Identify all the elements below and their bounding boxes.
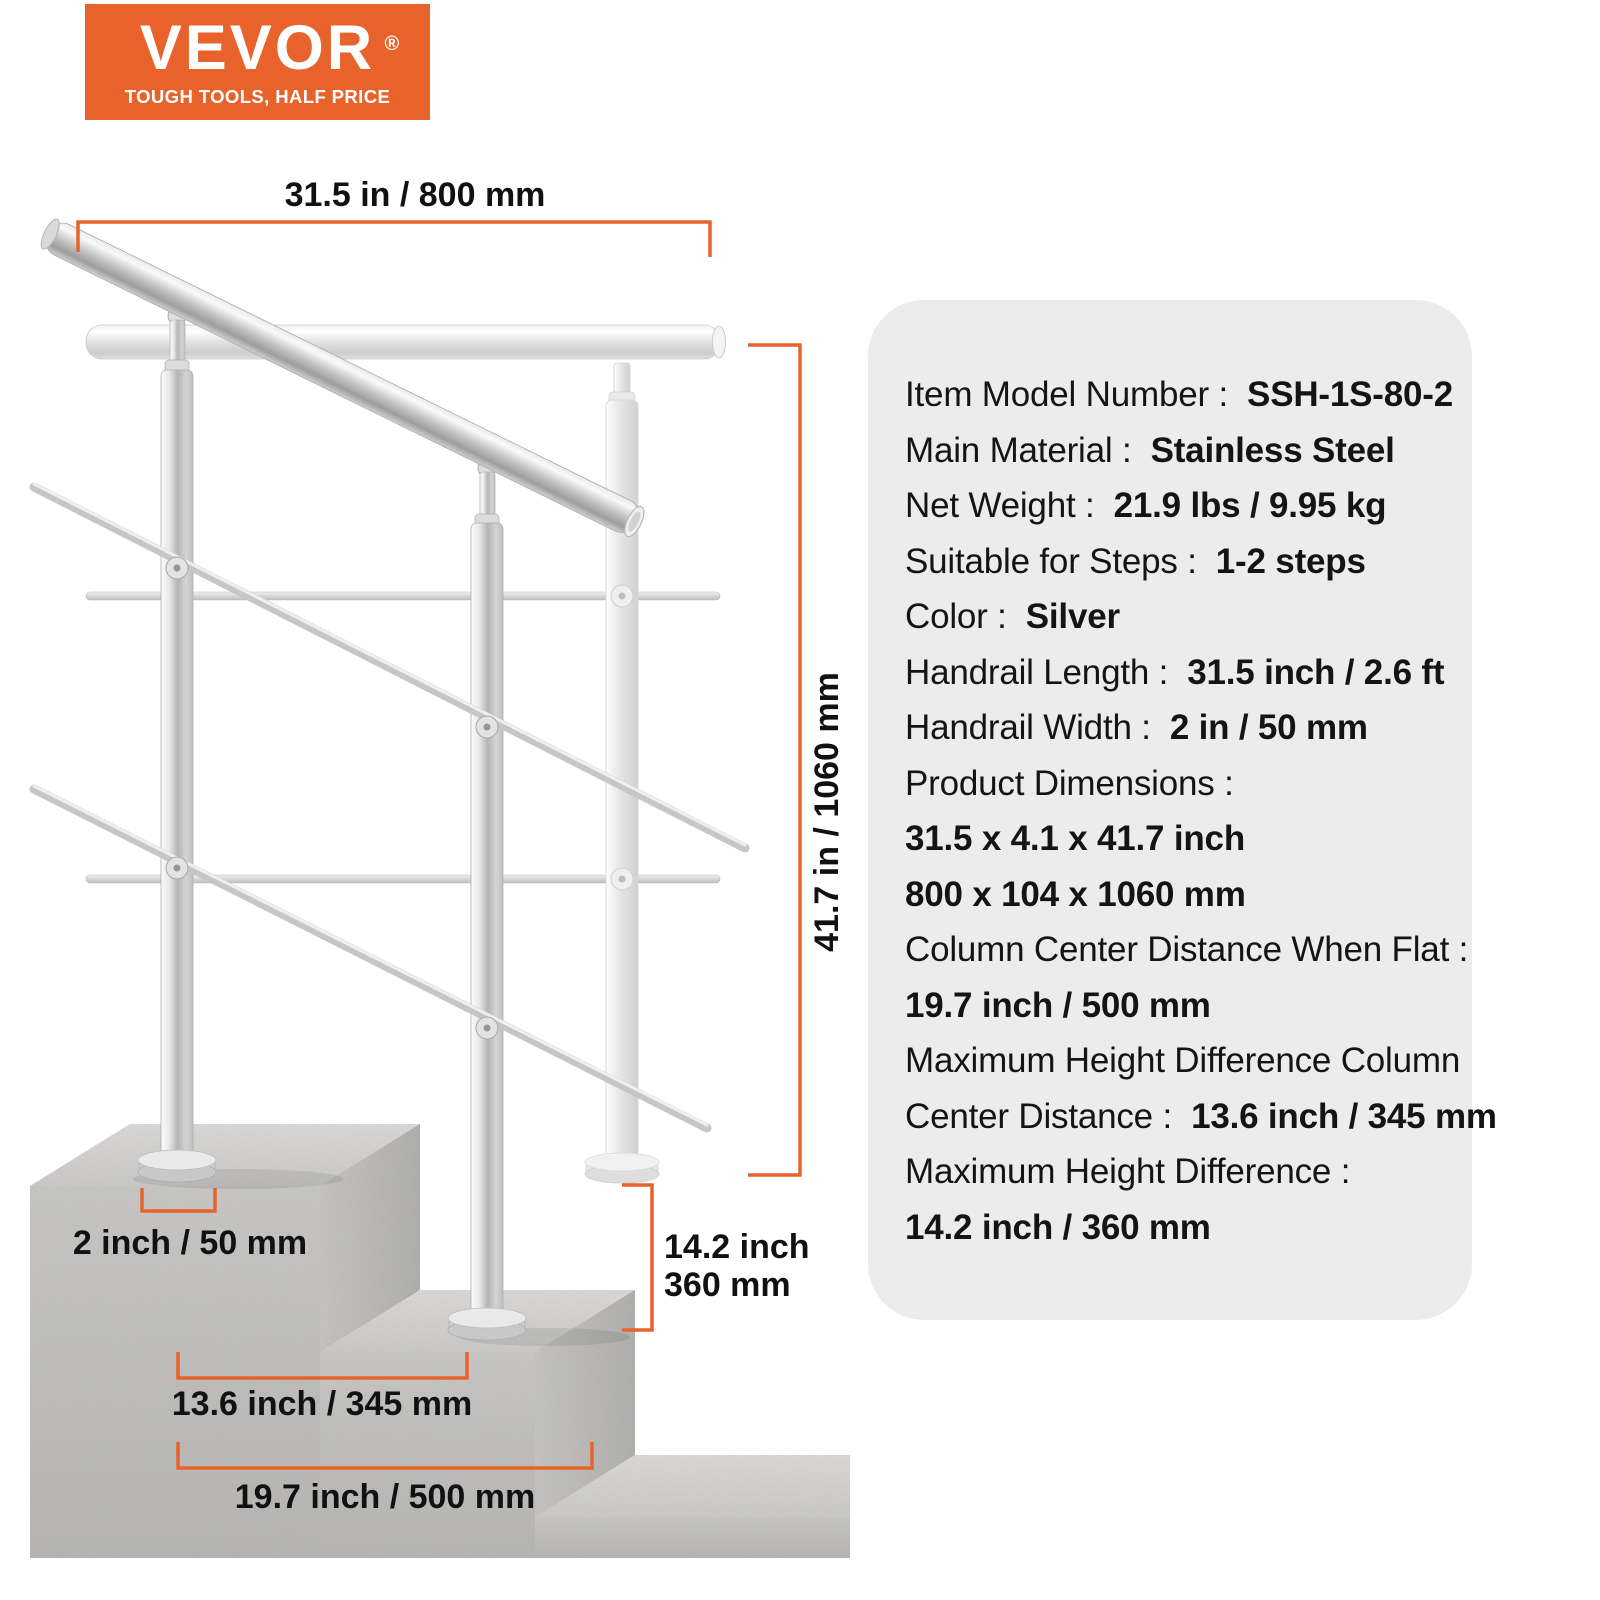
dim-label-column-center: 13.6 inch / 345 mm — [171, 1385, 473, 1423]
dim-label-max-height-diff-2: 360 mm — [664, 1266, 791, 1304]
brand-wordmark: VEVOR ® — [139, 13, 400, 83]
spec-row — [905, 423, 1446, 479]
spec-value: 21.9 lbs / 9.95 kg — [1113, 486, 1387, 525]
spec-separator: : — [1112, 430, 1151, 470]
spec-value: 19.7 inch / 500 mm — [905, 985, 1211, 1025]
crossbar-screws — [166, 557, 498, 1039]
spec-row — [905, 756, 1446, 812]
dim-label-total-height: 41.7 in / 1060 mm — [808, 672, 846, 952]
spec-separator: : — [1331, 1152, 1351, 1191]
spec-value: 13.6 inch / 345 mm — [1191, 1096, 1497, 1136]
spec-value: Stainless Steel — [1150, 430, 1395, 470]
spec-row — [905, 867, 1446, 923]
spec-row — [905, 367, 1453, 423]
dim-line-handrail-length — [78, 222, 710, 257]
spec-label: Handrail Width — [905, 708, 1132, 747]
spec-separator: : — [1131, 708, 1170, 747]
spec-label: Product Dimensions — [905, 763, 1215, 803]
spec-separator: : — [987, 597, 1026, 636]
spec-row — [905, 534, 1446, 590]
spec-value: SSH-1S-80-2 — [1247, 375, 1453, 414]
spec-separator: : — [1152, 1096, 1192, 1136]
spec-value: 1-2 steps — [1215, 541, 1366, 581]
spec-label: Maximum Height Difference Column — [905, 1041, 1461, 1080]
spec-row — [905, 811, 1446, 867]
dim-line-total-height — [748, 345, 800, 1175]
spec-label: Color — [905, 597, 988, 636]
dim-label-max-height-diff-1: 14.2 inch — [664, 1228, 810, 1266]
spec-separator: : — [1177, 541, 1216, 581]
handrail-sloped — [37, 216, 648, 540]
spec-label: Center Distance — [905, 1096, 1153, 1136]
spec-value: 2 in / 50 mm — [1169, 708, 1368, 747]
spec-label: Net Weight — [905, 486, 1076, 525]
spec-row — [905, 978, 1446, 1034]
spec-label: Handrail Length — [905, 652, 1150, 692]
spec-row — [905, 1089, 1497, 1145]
spec-value: Silver — [1025, 597, 1120, 636]
spec-row — [905, 1144, 1446, 1200]
spec-value: 14.2 inch / 360 mm — [905, 1207, 1211, 1247]
spec-row — [905, 478, 1446, 534]
registered-trademark-icon: ® — [384, 33, 400, 55]
spec-row — [905, 645, 1446, 701]
spec-label: Suitable for Steps — [905, 541, 1178, 581]
dim-label-column-center-flat: 19.7 inch / 500 mm — [234, 1478, 536, 1516]
spec-label: Column Center Distance When Flat — [905, 930, 1450, 969]
spec-label: Maximum Height Difference — [905, 1152, 1332, 1191]
vevor-logo — [85, 4, 430, 120]
spec-label: Item Model Number — [905, 375, 1209, 414]
post-left — [138, 307, 216, 1182]
spec-row — [905, 700, 1446, 756]
spec-value: 31.5 inch / 2.6 ft — [1187, 652, 1445, 692]
dim-label-handrail-length: 31.5 in / 800 mm — [284, 176, 546, 214]
post-middle — [448, 459, 526, 1340]
spec-separator: : — [1449, 930, 1469, 969]
spec-row — [905, 922, 1469, 978]
spec-separator: : — [1149, 652, 1188, 692]
spec-value: 31.5 x 4.1 x 41.7 inch — [905, 819, 1245, 858]
spec-separator: : — [1214, 763, 1234, 803]
spec-row — [905, 589, 1446, 645]
spec-separator: : — [1208, 375, 1248, 414]
spec-separator: : — [1075, 486, 1114, 525]
dim-label-flange-width: 2 inch / 50 mm — [72, 1224, 308, 1262]
spec-label: Main Material — [905, 430, 1113, 470]
spec-row — [905, 1033, 1461, 1089]
brand-tagline: TOUGH TOOLS, HALF PRICE — [124, 86, 391, 107]
spec-panel — [868, 300, 1497, 1320]
spec-value: 800 x 104 x 1060 mm — [905, 874, 1246, 914]
spec-row — [905, 1200, 1446, 1256]
